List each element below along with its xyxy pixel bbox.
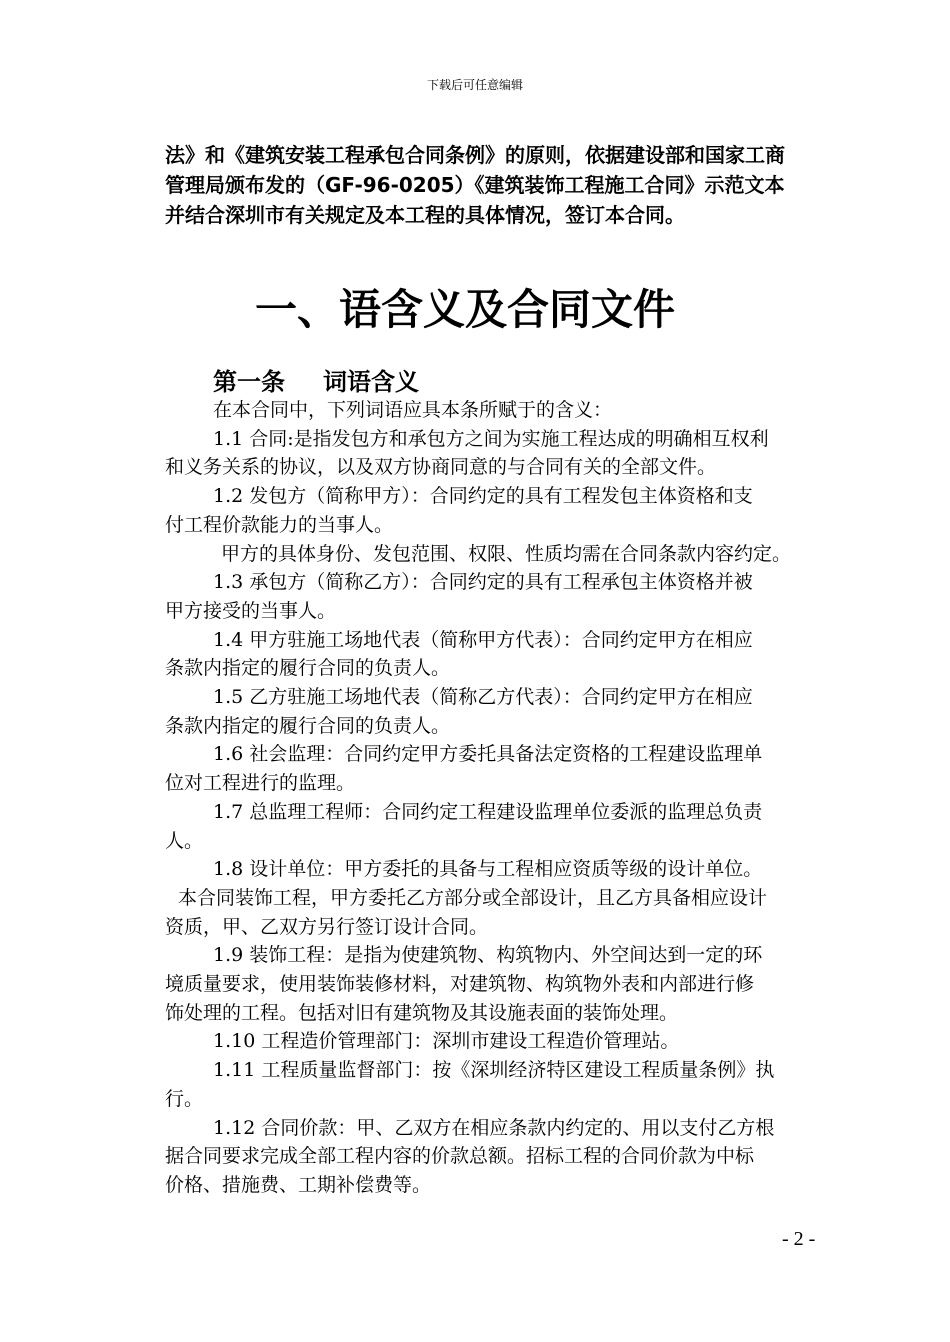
body-line: 本合同装饰工程，甲方委托乙方部分或全部设计，且乙方具备相应设计	[178, 886, 768, 909]
section-title: 一、语含义及合同文件	[254, 285, 675, 334]
page-header-note: 下载后可任意编辑	[426, 78, 523, 92]
body-line: 1.9 装饰工程：是指为使建筑物、构筑物内、外空间达到一定的环	[213, 944, 763, 967]
body-line: 价格、措施费、工期补偿费等。	[165, 1173, 432, 1196]
body-line: 1.11 工程质量监督部门：按《深圳经济特区建设工程质量条例》执	[213, 1059, 775, 1082]
body-line: 1.3 承包方（简称乙方）：合同约定的具有工程承包主体资格并被	[213, 571, 753, 594]
body-line: 1.5 乙方驻施工场地代表（简称乙方代表）：合同约定甲方在相应	[213, 686, 753, 709]
intro-line: 并结合深圳市有关规定及本工程的具体情况，签订本合同。	[165, 203, 685, 227]
article-title: 词语含义	[323, 368, 419, 396]
body-line: 付工程价款能力的当事人。	[165, 513, 394, 536]
body-line: 行。	[165, 1087, 204, 1110]
body-line: 条款内指定的履行合同的负责人。	[165, 657, 451, 680]
body-line: 人。	[165, 829, 204, 852]
body-line: 据合同要求完成全部工程内容的价款总额。招标工程的合同价款为中标	[165, 1145, 755, 1168]
article-body	[165, 396, 885, 1200]
body-line: 甲方接受的当事人。	[165, 599, 337, 622]
body-line: 1.1 合同:是指发包方和承包方之间为实施工程达成的明确相互权利	[213, 427, 769, 450]
intro-paragraph	[165, 140, 865, 230]
body-line: 在本合同中，下列词语应具本条所赋于的含义：	[213, 399, 613, 421]
article-number: 第一条	[213, 368, 285, 396]
body-line: 1.4 甲方驻施工场地代表（简称甲方代表）：合同约定甲方在相应	[213, 628, 753, 651]
body-line: 1.7 总监理工程师：合同约定工程建设监理单位委派的监理总负责	[213, 800, 763, 823]
body-line: 1.10 工程造价管理部门：深圳市建设工程造价管理站。	[213, 1030, 680, 1053]
body-line: 1.6 社会监理：合同约定甲方委托具备法定资格的工程建设监理单	[213, 743, 763, 766]
page-number: - 2 -	[782, 1228, 816, 1250]
article-heading	[213, 366, 419, 398]
body-line: 饰处理的工程。包括对旧有建筑物及其设施表面的装饰处理。	[165, 1001, 679, 1024]
intro-line: 管理局颁布发的（GF-96-0205）《建筑装饰工程施工合同》示范文本	[165, 173, 785, 197]
body-line: 和义务关系的协议，以及双方协商同意的与合同有关的全部文件。	[165, 456, 717, 479]
body-line: 1.12 合同价款：甲、乙双方在相应条款内约定的、用以支付乙方根	[213, 1116, 775, 1139]
body-line: 甲方的具体身份、发包范围、权限、性质均需在合同条款内容约定。	[221, 542, 792, 565]
intro-line: 法》和《建筑安装工程承包合同条例》的原则，依据建设部和国家工商	[165, 143, 785, 167]
body-line: 1.8 设计单位：甲方委托的具备与工程相应资质等级的设计单位。	[213, 858, 763, 881]
body-line: 境质量要求，使用装饰装修材料，对建筑物、构筑物外表和内部进行修	[165, 973, 755, 996]
body-line: 资质，甲、乙双方另行签订设计合同。	[165, 915, 489, 938]
body-line: 1.2 发包方（简称甲方）：合同约定的具有工程发包主体资格和支	[213, 485, 753, 508]
body-line: 条款内指定的履行合同的负责人。	[165, 714, 451, 737]
body-line: 位对工程进行的监理。	[165, 772, 356, 795]
